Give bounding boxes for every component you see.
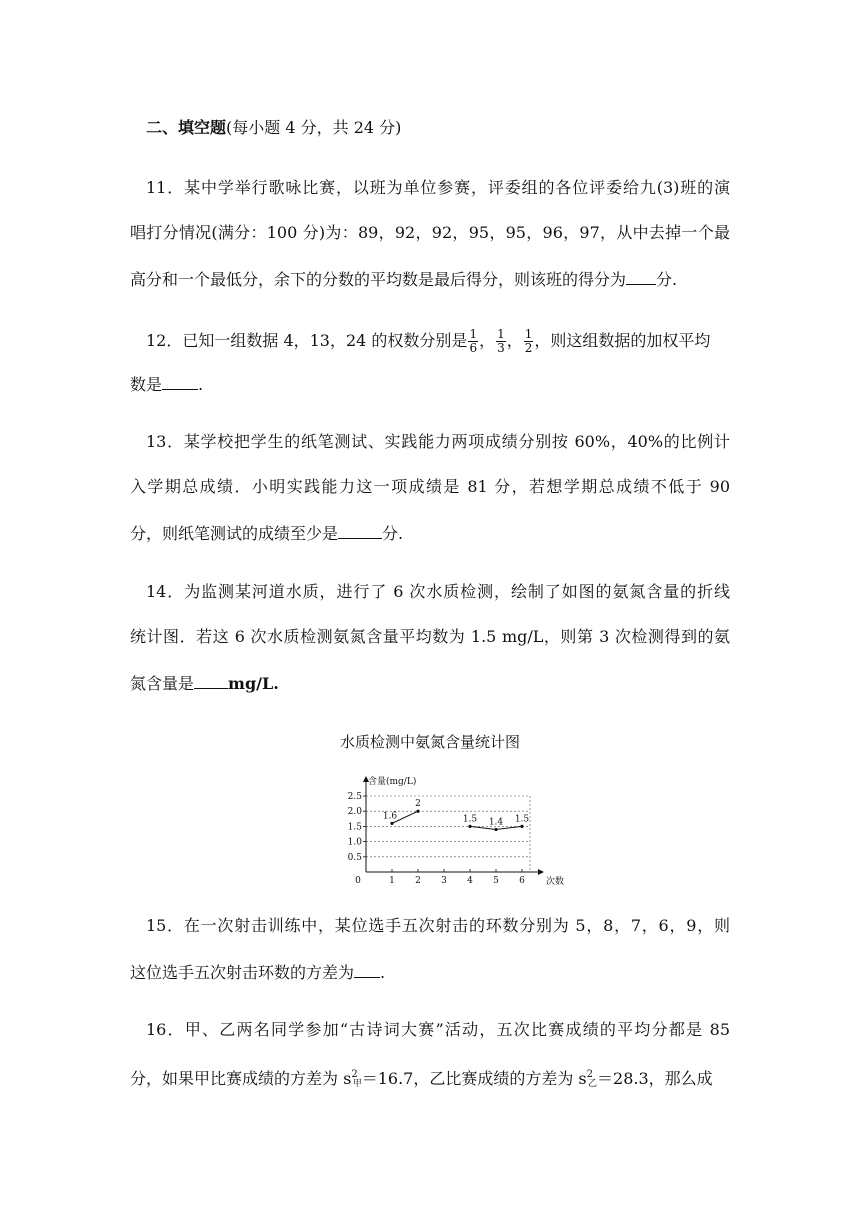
- x-tick-label-1: 2: [415, 876, 421, 886]
- q11-line-3-unit: 分.: [656, 270, 678, 289]
- q16-line-1: 16．甲、乙两名同学参加“古诗词大赛”活动，五次比赛成绩的平均分都是 85: [146, 1020, 730, 1039]
- q14-line-3-text: 氮含量是: [130, 674, 195, 693]
- x-tick-label-2: 3: [441, 876, 447, 886]
- y-tick-label-2: 1.5: [347, 822, 362, 833]
- q16-sub-a: 甲: [352, 1079, 362, 1089]
- q14-line-1: 14．为监测某河道水质，进行了 6 次水质检测，绘制了如图的氨氮含量的折线: [146, 582, 730, 601]
- data-point-0-0: [390, 822, 393, 825]
- section-heading-note: (每小题 4 分，共 24 分): [226, 118, 402, 137]
- q11-line-1: 11．某中学举行歌咏比赛，以班为单位参赛，评委组的各位评委给九(3)班的演: [146, 178, 730, 197]
- q13-answer-blank[interactable]: [338, 520, 382, 539]
- data-label-1-0: 1.5: [462, 814, 478, 825]
- q12-weight-2-num: 1: [497, 327, 505, 341]
- section-heading: [146, 116, 401, 140]
- data-point-1-2: [520, 825, 523, 828]
- q12-sep-2: ，: [506, 331, 523, 350]
- q16-line-2-a: 分，如果甲比赛成绩的方差为 s: [130, 1069, 352, 1088]
- section-heading-bold: 二、填空题: [146, 118, 227, 137]
- q12-weight-3-num: 1: [524, 327, 533, 341]
- q12-line-1-tail: ，则这组数据的加权平均: [534, 331, 711, 350]
- q12-sep-1: ，: [479, 331, 496, 350]
- data-point-1-1: [494, 828, 497, 831]
- data-label-1-1: 1.4: [488, 817, 504, 828]
- q14-line-3-unit: mg/L.: [228, 674, 279, 693]
- x-tick-label-5: 6: [519, 876, 525, 886]
- q13-line-2: 入学期总成绩．小明实践能力这一项成绩是 81 分，若想学期总成绩不低于 90: [130, 477, 730, 496]
- q15-line-2: [130, 959, 730, 985]
- q12-weight-3-den: 2: [524, 341, 533, 355]
- q11-line-3-text: 高分和一个最低分，余下的分数的平均数是最后得分，则该班的得分为: [130, 270, 627, 289]
- q13-line-3-unit: 分.: [382, 524, 404, 543]
- q12-weight-2: [496, 328, 506, 355]
- q13-line-1: 13．某学校把学生的纸笔测试、实践能力两项成绩分别按 60%，40%的比例计: [146, 432, 730, 451]
- q14-answer-blank[interactable]: [194, 670, 228, 689]
- q13-line-3-text: 分，则纸笔测试的成绩至少是: [130, 524, 339, 543]
- origin-label: 0: [355, 876, 361, 886]
- q12-weight-3: [524, 328, 534, 355]
- q16-sub-b: 乙: [588, 1079, 598, 1089]
- x-tick-label-3: 4: [467, 876, 473, 886]
- q16-line-2-c: ＝28.3，那么成: [597, 1069, 713, 1088]
- q12-line-1-text: 12．已知一组数据 4，13，24 的权数分别是: [146, 331, 468, 350]
- q15-line-1: 15．在一次射击训练中，某位选手五次射击的环数分别为 5，8，7，6，9，则: [146, 916, 730, 935]
- q12-line-2-end: .: [198, 375, 204, 394]
- y-tick-label-0: 0.5: [347, 852, 362, 863]
- data-point-0-1: [416, 810, 419, 813]
- q12-weight-1: [468, 328, 478, 355]
- x-tick-label-0: 1: [389, 876, 395, 886]
- data-label-0-0: 1.6: [382, 811, 398, 822]
- q15-line-2-end: .: [380, 963, 386, 982]
- q12-line-1: [146, 324, 730, 358]
- q13-line-3: [130, 520, 730, 546]
- q11-answer-blank[interactable]: [626, 266, 656, 285]
- q15-answer-blank[interactable]: [354, 959, 380, 978]
- q12-line-2-text: 数是: [130, 375, 163, 394]
- y-tick-label-3: 2.0: [347, 807, 362, 818]
- data-point-1-0: [468, 825, 471, 828]
- y-tick-label-4: 2.5: [347, 792, 362, 802]
- x-tick-label-4: 5: [493, 876, 499, 886]
- q16-line-2: [130, 1063, 730, 1096]
- q12-weight-1-num: 1: [469, 327, 478, 341]
- q11-line-3: [130, 266, 730, 292]
- q11-line-2: 唱打分情况(满分：100 分)为：89，92，92，95，95，96，97，从中去掉一个最: [130, 223, 730, 242]
- chart-title: 水质检测中氨氮含量统计图: [339, 733, 520, 751]
- q12-weight-2-den: 3: [497, 341, 505, 355]
- y-tick-label-1: 1.0: [347, 837, 362, 848]
- q16-sup-a: 2: [351, 1069, 358, 1080]
- q14-line-3: [130, 670, 730, 696]
- data-label-1-2: 1.5: [514, 814, 530, 825]
- q14-line-2: 统计图．若这 6 次水质检测氨氮含量平均数为 1.5 mg/L，则第 3 次检测得到的氨: [130, 627, 730, 646]
- q16-line-2-b: ＝16.7，乙比赛成绩的方差为 s: [361, 1069, 587, 1088]
- q15-line-2-text: 这位选手五次射击环数的方差为: [130, 963, 355, 982]
- q12-line-2: [130, 371, 730, 397]
- data-label-0-1: 2: [415, 799, 421, 810]
- x-axis-arrow: [538, 869, 544, 875]
- y-axis-title: 含量(mg/L): [368, 777, 417, 787]
- q12-answer-blank[interactable]: [162, 371, 198, 390]
- q12-weight-1-den: 6: [469, 341, 478, 355]
- ammonia-line-chart: [340, 772, 565, 892]
- q16-sup-b: 2: [586, 1069, 594, 1080]
- x-axis-title: 次数: [546, 877, 565, 887]
